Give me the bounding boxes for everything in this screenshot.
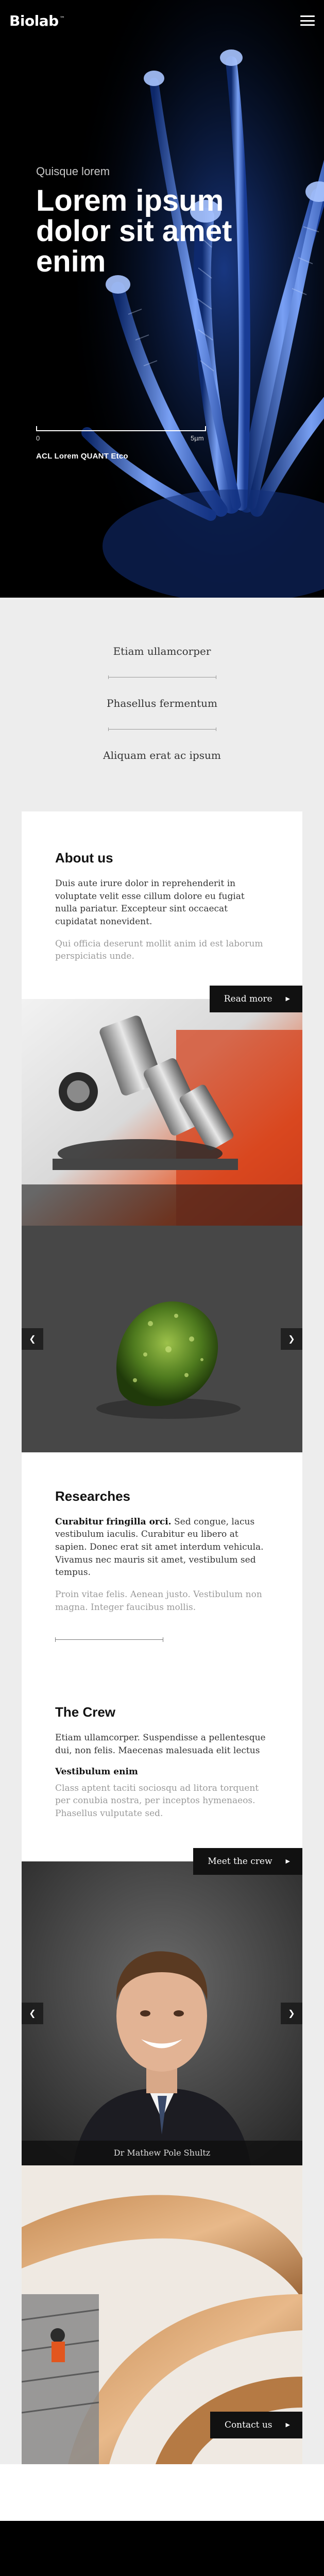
slider-prev-button[interactable] bbox=[22, 1328, 43, 1350]
scale-caption: ACL Lorem QUANT Etco bbox=[36, 452, 128, 461]
researches-secondary-paragraph: Proin vitae felis. Aenean justo. Vestibulum non magna. Integer faucibus mollis. bbox=[55, 1589, 262, 1613]
top-bar bbox=[0, 0, 324, 41]
site-footer bbox=[0, 2521, 324, 2576]
divider bbox=[55, 1639, 163, 1640]
chevron-right-icon: ❯ bbox=[288, 1334, 295, 1344]
researches-section bbox=[22, 1452, 302, 1681]
chevron-left-icon: ❮ bbox=[29, 2008, 36, 2019]
hero-title: Lorem ipsum dolor sit amet enim bbox=[36, 184, 232, 279]
researches-title: Researches bbox=[55, 1488, 130, 1504]
scale-start-label: 0 bbox=[36, 434, 40, 442]
researches-paragraph: Curabitur fringilla orci. Sed congue, lacus vestibulum iaculis. Curabitur eu libero at sapien. Donec erat sit amet interdum vehicula. Vivamus nec mauris sit amet, vestibulum sed tempus. bbox=[55, 1516, 264, 1578]
chevron-left-icon: ❮ bbox=[29, 1334, 36, 1344]
microscope-image bbox=[22, 999, 302, 1226]
about-paragraph: Duis aute irure dolor in reprehenderit in voluptate velit esse cillum dolore eu fugiat nulla pariatur. Excepteur sint occaecat cupidatat nonevident. bbox=[55, 878, 245, 927]
crew-section bbox=[22, 1681, 302, 1867]
virus-hero-image bbox=[77, 0, 324, 598]
intro-item: Phasellus fermentum bbox=[106, 697, 218, 709]
meet-the-crew-button[interactable]: Meet the crew ▶ bbox=[193, 1848, 302, 1875]
stairs-image bbox=[22, 2165, 302, 2464]
arrow-right-icon: ▶ bbox=[285, 2421, 290, 2429]
intro-item: Aliquam erat ac ipsum bbox=[103, 749, 221, 761]
scale-end-label: 5µm bbox=[191, 434, 204, 442]
intro-list-section bbox=[0, 598, 324, 811]
slider-prev-button[interactable] bbox=[22, 2003, 43, 2024]
chevron-right-icon: ❯ bbox=[288, 2008, 295, 2019]
about-title: About us bbox=[55, 850, 113, 866]
crew-secondary-paragraph: Class aptent taciti sociosqu ad litora torquent per conubia nostra, per inceptos hymenaeos. Phasellus vulputate sed. bbox=[55, 1783, 259, 1819]
hero-kicker: Quisque lorem bbox=[36, 165, 110, 178]
site-logo[interactable]: Biolab ™ bbox=[9, 12, 65, 29]
intro-item: Etiam ullamcorper bbox=[113, 645, 211, 657]
content-wrapper bbox=[0, 811, 324, 2464]
read-more-button[interactable]: Read more ▶ bbox=[210, 986, 302, 1012]
divider bbox=[108, 729, 216, 730]
crew-paragraph: Etiam ullamcorper. Suspendisse a pellentesque dui, non felis. Maecenas malesuada elit lectus bbox=[55, 1733, 266, 1756]
arrow-right-icon: ▶ bbox=[285, 995, 290, 1003]
crew-title: The Crew bbox=[55, 1704, 116, 1720]
portrait-caption: Dr Mathew Pole Shultz bbox=[22, 2141, 302, 2165]
moss-illustration bbox=[22, 1226, 302, 1452]
portrait-photo bbox=[22, 1861, 302, 2165]
arrow-right-icon: ▶ bbox=[285, 1858, 290, 1865]
content-card bbox=[22, 811, 302, 2464]
crew-subtitle: Vestibulum enim bbox=[55, 1766, 138, 1777]
about-section bbox=[22, 811, 302, 1004]
moss-slider bbox=[22, 1226, 302, 1452]
about-secondary-paragraph: Qui officia deserunt mollit anim id est laborum perspiciatis unde. bbox=[55, 938, 263, 962]
contact-us-button[interactable]: Contact us ▶ bbox=[210, 2412, 302, 2438]
microscope-illustration bbox=[22, 999, 302, 1226]
hamburger-menu-icon[interactable] bbox=[300, 15, 315, 26]
slider-next-button[interactable] bbox=[281, 1328, 302, 1350]
hero-section bbox=[0, 0, 324, 598]
slider-next-button[interactable] bbox=[281, 2003, 302, 2024]
crew-portrait-slider bbox=[22, 1861, 302, 2165]
